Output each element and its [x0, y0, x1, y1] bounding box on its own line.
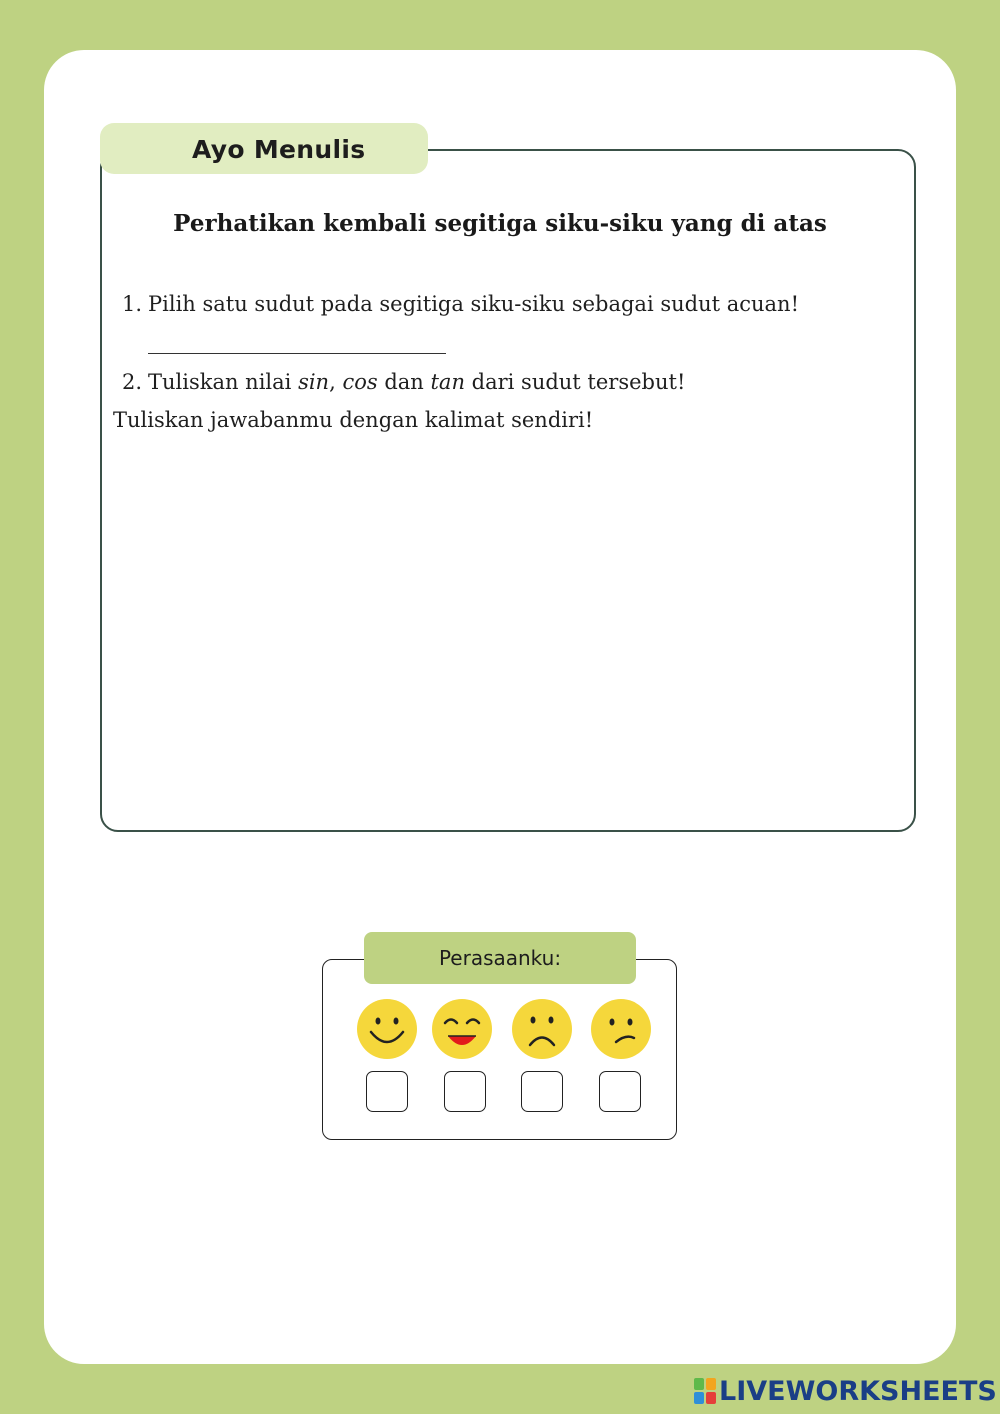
sad-icon — [511, 998, 573, 1060]
instruction-heading: Perhatikan kembali segitiga siku-siku yang di atas — [173, 210, 827, 237]
comma: , — [329, 370, 343, 394]
question-text-prefix: Tuliskan nilai — [148, 370, 299, 394]
confused-icon — [590, 998, 652, 1060]
answer-line[interactable] — [148, 353, 446, 354]
term-cos: cos — [342, 370, 378, 394]
laughing-icon — [431, 998, 493, 1060]
question-number: 2. — [122, 370, 143, 394]
feeling-checkbox-4[interactable] — [599, 1071, 641, 1112]
brand-name: LIVEWORKSHEETS — [719, 1375, 997, 1407]
conjunction: dan — [377, 370, 431, 394]
feeling-checkbox-3[interactable] — [521, 1071, 563, 1112]
term-tan: tan — [430, 370, 465, 394]
feelings-title: Perasaanku: — [364, 932, 636, 984]
smile-icon — [356, 998, 418, 1060]
writing-box — [100, 149, 916, 832]
note-text: Tuliskan jawabanmu dengan kalimat sendiri! — [113, 408, 594, 432]
question-1 — [122, 292, 799, 316]
feeling-checkbox-1[interactable] — [366, 1071, 408, 1112]
question-number: 1. — [122, 292, 143, 316]
brand-logo — [694, 1374, 997, 1408]
question-text-suffix: dari sudut tersebut! — [464, 370, 686, 394]
question-text: Pilih satu sudut pada segitiga siku-siku sebagai sudut acuan! — [148, 292, 800, 316]
term-sin: sin — [298, 370, 330, 394]
liveworksheets-logo-icon — [694, 1378, 716, 1404]
section-title: Ayo Menulis — [100, 123, 428, 174]
question-2 — [122, 370, 685, 394]
feeling-checkbox-2[interactable] — [444, 1071, 486, 1112]
